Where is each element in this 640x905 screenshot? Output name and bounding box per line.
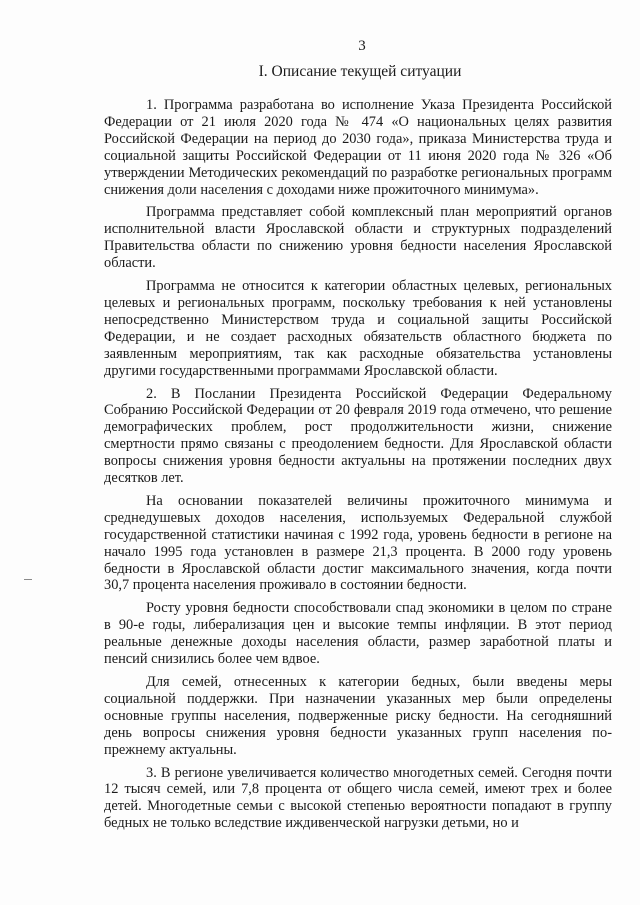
paragraph: Программа представляет собой комплексный план мероприятий органов исполнительной власти Ярославской области и структурных подразделений Правительства области по снижению уровня бедности населения Ярославской области. (104, 204, 612, 272)
paragraph: Программа не относится к категории областных целевых, региональных целевых и региональных программ, поскольку требования к ней установлены непосредственно Министерством труда и социальной защиты Российской Федерации, и не создает расходных обязательств областного бюджета по заявленным мероприятиям, так как расходные обязательства установлены другими государственными программами Ярославской области. (104, 278, 612, 379)
section-title: I. Описание текущей ситуации (258, 63, 462, 80)
page-number: 3 (358, 38, 366, 54)
paragraph: Для семей, отнесенных к категории бедных, были введены меры социальной поддержки. При назначении указанных мер были определены основные группы населения, подверженные риску бедности. На сегодняшний день вопросы снижения уровня бедности указанных групп населения по-прежнему актуальны. (104, 674, 612, 758)
paragraph: 1. Программа разработана во исполнение Указа Президента Российской Федерации от 21 июля 2020 года № 474 «О национальных целях развития Российской Федерации на период до 2030 года», приказа Министерства труда и социальной защиты Российской Федерации от 11 июня 2020 года № 326 «Об утверждении Методических рекомендаций по разработке региональных программ снижения доли населения с доходами ниже прожиточного минимума». (104, 97, 612, 198)
paragraph: 2. В Послании Президента Российской Федерации Федеральному Собранию Российской Федерации от 20 февраля 2019 года отмечено, что решение демографических проблем, рост продолжительности жизни, снижение смертности прямо связаны с преодолением бедности. Для Ярославской области вопросы снижения уровня бедности актуальны на протяжении последних двух десятков лет. (104, 385, 612, 487)
paragraph: 3. В регионе увеличивается количество многодетных семей. Сегодня почти 12 тысяч семей, или 7,8 процента от общего числа семей, имеют трех и более детей. Многодетные семьи с высокой степенью вероятности попадают в группу бедных не только вследствие иждивенческой нагрузки детьми, но и (104, 764, 612, 832)
paragraph: На основании показателей величины прожиточного минимума и среднедушевых доходов населения, используемых Федеральной службой государственной статистики начиная с 1992 года, уровень бедности в регионе на начало 1995 года установлен в размере 21,3 процента. В 2000 году уровень бедности в Ярославской области достиг максимального значения, когда почти 30,7 процента населения проживало в состоянии бедности. (104, 492, 612, 594)
document-body (104, 97, 612, 838)
margin-mark (24, 579, 32, 580)
paragraph: Росту уровня бедности способствовали спад экономики в целом по стране в 90-е годы, либерализация цен и высокие темпы инфляции. В этот период реальные денежные доходы населения области, размер заработной платы и пенсий снизились более чем вдвое. (104, 600, 612, 668)
